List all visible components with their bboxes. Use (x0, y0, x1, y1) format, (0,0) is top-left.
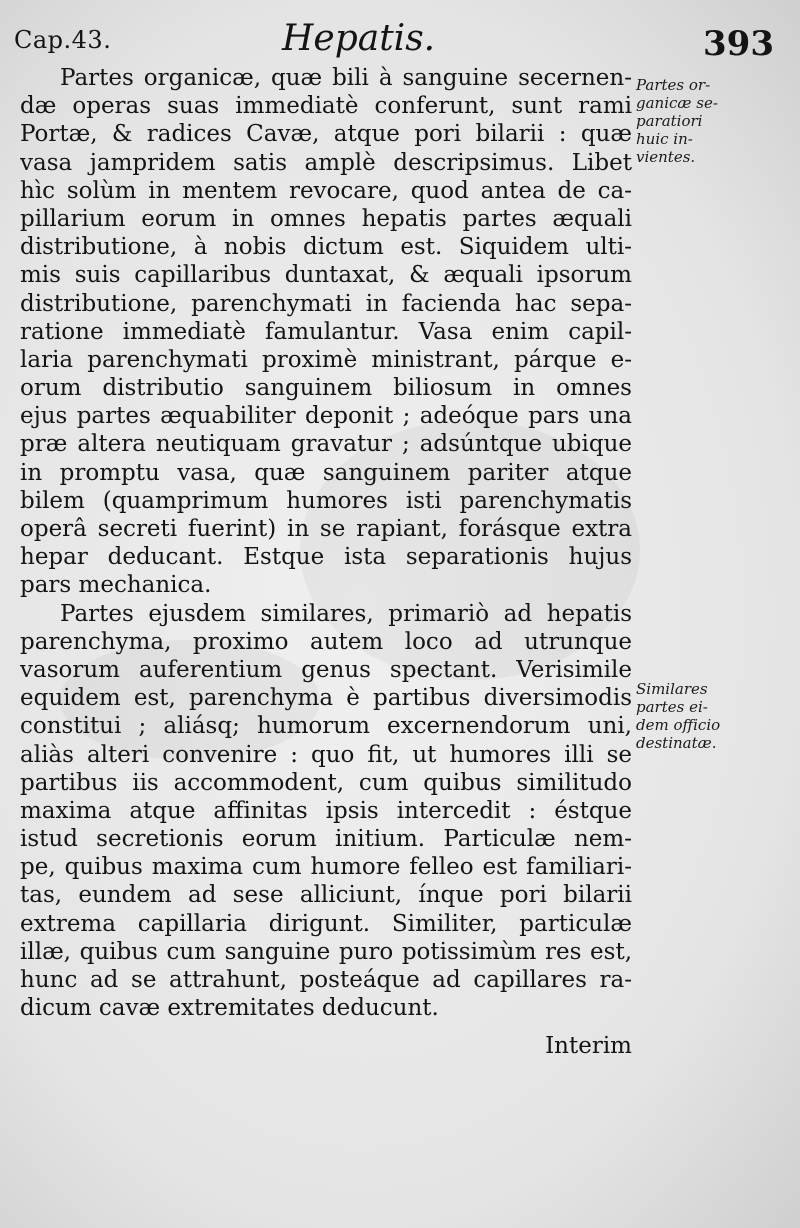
text-line: orum distributio sanguinem biliosum in omnes (20, 375, 632, 402)
margin-note-line: Similares (636, 680, 708, 698)
catchword: Interim (545, 1033, 632, 1060)
margin-note-similares (636, 680, 796, 752)
chapter-label: Cap.43. (14, 26, 112, 54)
text-line: Partes organicæ, quæ bili à sanguine secernen- (60, 65, 632, 91)
margin-note-line: ganicæ se- (636, 94, 718, 112)
text-line: Partes ejusdem similares, primariò ad hepatis (60, 600, 632, 627)
main-text-block (20, 64, 632, 1061)
margin-note-line: dem officio (636, 716, 721, 734)
text-line: pars mechanica. (20, 572, 212, 599)
text-line: constitui ; aliásq; humorum excernendorum uni, (20, 713, 632, 740)
text-line: istud secretionis eorum initium. Particulæ nem- (20, 826, 632, 853)
margin-note-line: partes ei- (636, 698, 708, 716)
margin-note-line: Partes or- (636, 76, 711, 94)
text-line: dicum cavæ extremitates deducunt. (20, 995, 439, 1022)
text-line: maxima atque affinitas ipsis intercedit : éstque (20, 797, 632, 824)
text-line: extrema capillaria dirigunt. Similiter, particulæ (20, 910, 632, 937)
text-line: pe, quibus maxima cum humore felleo est familiari- (20, 854, 632, 881)
text-line: distributione, à nobis dictum est. Siquidem ulti- (20, 234, 632, 261)
text-line: Portæ, & radices Cavæ, atque pori bilarii : quæ (20, 121, 632, 148)
text-line: aliàs alteri convenire : quo fit, ut humores illi se (20, 741, 632, 768)
text-line: vasa jampridem satis amplè descripsimus. Libet (20, 149, 632, 176)
text-line: pillarium eorum in omnes hepatis partes æquali (20, 205, 632, 232)
text-line: operâ secreti fuerint) in se rapiant, forásque extra (20, 516, 632, 542)
text-line: distributione, parenchymati in facienda hac sepa- (20, 290, 632, 317)
text-line: ejus partes æquabiliter deponit ; adeóque pars una (20, 403, 632, 430)
text-line: præ altera neutiquam gravatur ; adsúntque ubique (20, 431, 632, 458)
text-line: in promptu vasa, quæ sanguinem pariter atque (20, 459, 632, 486)
text-line: dæ operas suas immediatè conferunt, sunt rami (20, 93, 632, 120)
text-line: laria parenchymati proximè ministrant, párque e- (20, 346, 632, 373)
text-line: partibus iis accommodent, cum quibus similitudo (20, 769, 632, 796)
text-line: bilem (quamprimum humores isti parenchymatis (20, 487, 632, 514)
page-number: 393 (703, 24, 774, 64)
text-line: tas, eundem ad sese alliciunt, ínque pori bilarii (20, 882, 632, 909)
running-header (14, 18, 794, 68)
text-line: mis suis capillaribus duntaxat, & æquali ipsorum (20, 262, 632, 289)
text-line: hunc ad se attrahunt, posteáque ad capillares ra- (20, 967, 632, 993)
text-line: equidem est, parenchyma è partibus diversimodis (20, 685, 632, 712)
running-title: Hepatis. (282, 18, 436, 59)
text-line: ratione immediatè famulantur. Vasa enim capil- (20, 318, 632, 345)
margin-note-line: vientes. (636, 148, 696, 166)
text-line: vasorum auferentium genus spectant. Verisimile (20, 656, 632, 683)
margin-note-line: paratiori (636, 112, 703, 130)
text-line: hìc solùm in mentem revocare, quod antea de ca- (20, 177, 632, 204)
text-line: illæ, quibus cum sanguine puro potissimùm res est, (20, 938, 632, 965)
margin-note-line: destinatæ. (636, 734, 717, 752)
margin-note-partes-organicae (636, 76, 796, 166)
text-line: parenchyma, proximo autem loco ad utrunque (20, 628, 632, 655)
text-line: hepar deducant. Estque ista separationis hujus (20, 544, 632, 571)
margin-note-line: huic in- (636, 130, 693, 148)
